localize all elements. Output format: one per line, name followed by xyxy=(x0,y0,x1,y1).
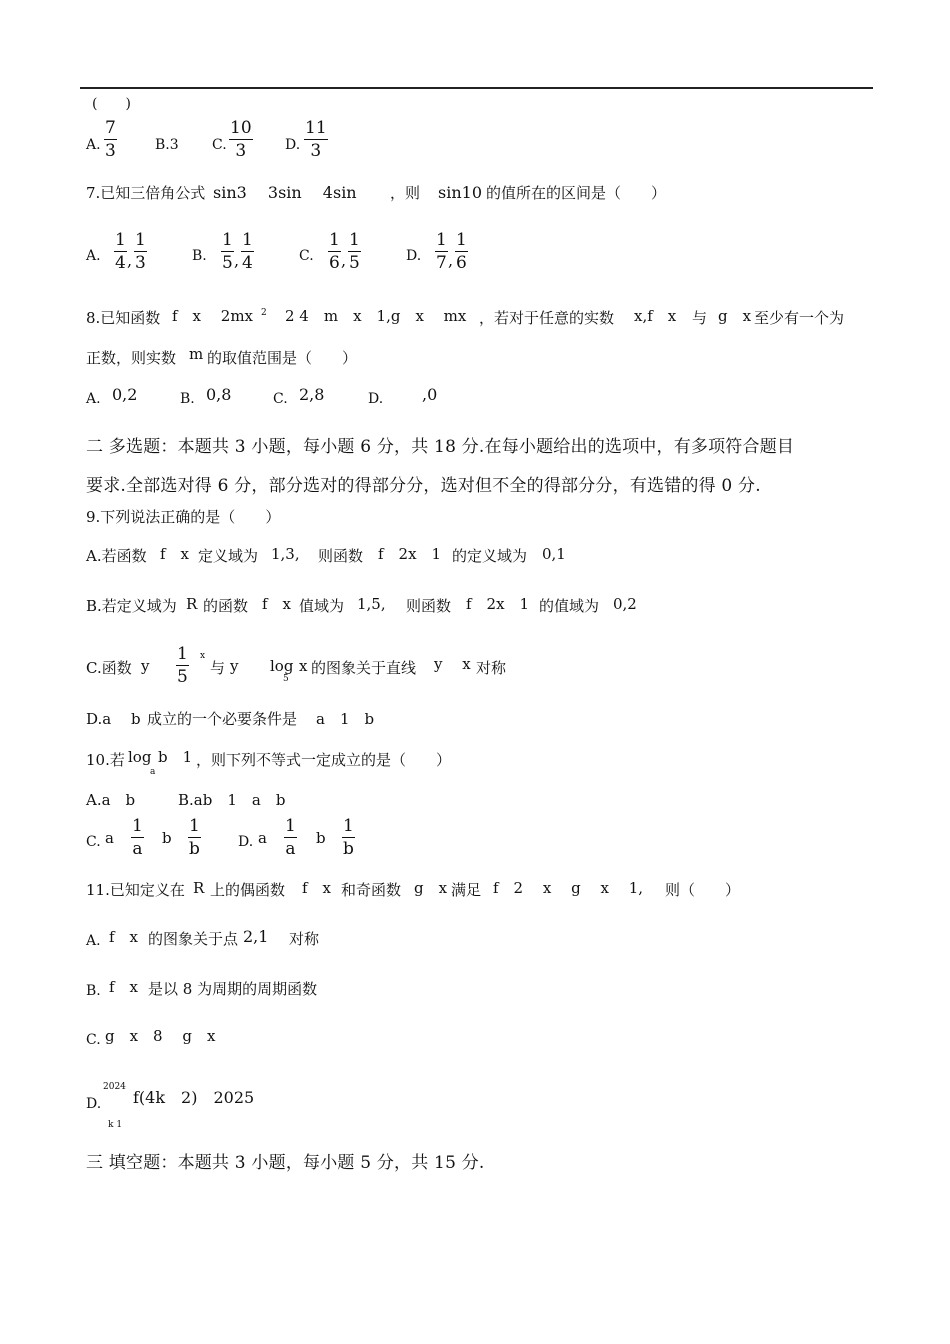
q9-c-sup: x xyxy=(200,651,206,661)
q7-opt-a-comma: , xyxy=(127,251,133,270)
q9-b-7: 则函数 xyxy=(406,597,452,615)
q9-c-log: log xyxy=(270,657,294,675)
q9-d-1: D.a b xyxy=(86,710,141,728)
q10-opt-c-label: C. xyxy=(86,834,101,850)
q6-opt-c-label: C. xyxy=(212,137,227,153)
q11-stem-i: 则（ ） xyxy=(665,881,741,899)
q8-stem-f: 至少有一个为 xyxy=(754,309,845,327)
q9-c-fraction: 1 5 xyxy=(177,644,188,687)
q9-b-10: 0,2 xyxy=(613,595,637,613)
q11-a-4: 2,1 xyxy=(243,927,269,946)
q10-opt-d-b: b xyxy=(316,829,326,847)
q10-opt-d-label: D. xyxy=(238,834,254,850)
q7-opt-d-frac1: 1 7 xyxy=(436,230,447,273)
q8-stem-a: 8.已知函数 xyxy=(86,309,161,327)
q8-opt-a: 0,2 xyxy=(112,385,138,404)
q9-b-3: 的函数 xyxy=(203,597,249,615)
q7-opt-a-frac1: 1 4 xyxy=(115,230,126,273)
q10-log-sub: a xyxy=(150,767,156,777)
q9-c-log-x: x xyxy=(299,657,308,675)
q9-c-4: y xyxy=(230,657,239,675)
q8-opt-b-label: B. xyxy=(180,391,195,407)
q11-stem-h: f 2 x g x 1, xyxy=(493,879,644,897)
q11-b-2: f x xyxy=(109,978,139,996)
q7-opt-b-label: B. xyxy=(192,248,207,264)
q7-stem-e: 的值所在的区间是（ ） xyxy=(486,184,667,202)
q7-opt-b-comma: , xyxy=(234,251,240,270)
q7-opt-c-frac1: 1 6 xyxy=(329,230,340,273)
q11-stem-e: 和奇函数 xyxy=(341,881,402,899)
q8-opt-c: 2,8 xyxy=(299,385,325,404)
section3-line: 三 填空题：本题共 3 小题，每小题 5 分，共 15 分. xyxy=(86,1153,485,1173)
q10-opt-c-frac2: 1 b xyxy=(188,816,200,859)
q9-a-1: A.若函数 xyxy=(86,547,147,565)
q7-opt-a-frac2: 1 3 xyxy=(135,230,146,273)
q8-f-sup: 2 xyxy=(261,308,267,318)
q11-stem-c: 上的偶函数 xyxy=(210,881,286,899)
q10-opt-b: B.ab 1 a b xyxy=(178,791,286,809)
q8-f-expr2: 2 4 m x 1,g x mx xyxy=(285,307,467,325)
q9-a-6: f 2x 1 xyxy=(378,545,442,563)
q9-c-log-sub: 5 xyxy=(283,674,289,684)
q9-b-9: 的值域为 xyxy=(539,597,600,615)
q10-stem-b: b 1 xyxy=(158,748,193,766)
q9-c-7: y x xyxy=(434,655,471,673)
q9-c-8: 对称 xyxy=(476,659,507,677)
q11-d-sup: 2024 xyxy=(103,1082,126,1092)
q11-d-sub: k 1 xyxy=(108,1120,123,1130)
section2-line2: 要求.全部选对得 6 分，部分选对的得部分分，选对但不全的得部分分，有选错的得 0 分. xyxy=(86,476,761,496)
q11-a-5: 对称 xyxy=(289,930,320,948)
q9-stem: 9.下列说法正确的是（ ） xyxy=(86,508,281,526)
q9-c-3: 与 xyxy=(210,659,226,677)
q9-a-2: f x xyxy=(160,545,190,563)
q10-stem-a: 10.若 xyxy=(86,751,125,769)
q6-opt-b: B.3 xyxy=(155,137,179,153)
q10-opt-c-frac1: 1 a xyxy=(132,816,143,859)
q8-f-expr: f x 2mx xyxy=(172,307,254,325)
q8-stem-d: 与 xyxy=(692,309,708,327)
q9-a-7: 的定义域为 xyxy=(452,547,528,565)
q7-opt-d-comma: , xyxy=(448,251,454,270)
q6-opt-a-label: A. xyxy=(86,137,101,153)
q10-stem-c: ，则下列不等式一定成立的是（ ） xyxy=(196,751,452,769)
q6-opt-d-label: D. xyxy=(285,137,301,153)
q6-paren: ( ) xyxy=(92,96,131,112)
q9-d-2: 成立的一个必要条件是 xyxy=(147,710,298,728)
q11-a-3: 的图象关于点 xyxy=(148,930,239,948)
q9-c-2: y xyxy=(141,657,150,675)
q10-opt-d-frac1: 1 a xyxy=(285,816,296,859)
q9-b-8: f 2x 1 xyxy=(466,595,530,613)
q11-stem-d: f x xyxy=(302,879,332,897)
q11-d-1: D. xyxy=(86,1096,102,1112)
q8-opt-a-label: A. xyxy=(86,391,101,407)
q11-b-1: B. xyxy=(86,983,101,999)
q7-stem-c: ，则 xyxy=(390,184,421,202)
q7-opt-d-label: D. xyxy=(406,248,422,264)
q11-b-3: 是以 8 为周期的周期函数 xyxy=(148,980,318,998)
q8-line2-a: 正数，则实数 xyxy=(86,349,177,367)
q10-opt-d-a: a xyxy=(258,829,267,847)
q6-opt-a-fraction: 7 3 xyxy=(105,118,116,161)
q10-opt-a: A.a b xyxy=(86,791,136,809)
q7-opt-d-frac2: 1 6 xyxy=(456,230,467,273)
q9-c-1: C.函数 xyxy=(86,659,132,677)
q11-stem-b: R xyxy=(193,879,205,897)
q11-c-2: g x 8 g x xyxy=(105,1027,216,1045)
q9-a-3: 定义域为 xyxy=(198,547,259,565)
q11-stem-g: 满足 xyxy=(451,881,482,899)
q9-a-4: 1,3, xyxy=(271,545,300,563)
q7-stem-a: 7.已知三倍角公式 xyxy=(86,184,206,202)
q8-opt-c-label: C. xyxy=(273,391,288,407)
q8-line2-b: 的取值范围是（ ） xyxy=(207,349,358,367)
q9-b-4: f x xyxy=(262,595,292,613)
q7-opt-b-frac1: 1 5 xyxy=(222,230,233,273)
q10-opt-c-a: a xyxy=(105,829,114,847)
q7-opt-b-frac2: 1 4 xyxy=(242,230,253,273)
section2-line1: 二 多选题：本题共 3 小题，每小题 6 分，共 18 分.在每小题给出的选项中，有多项符合题目 xyxy=(86,437,795,457)
q9-b-1: B.若定义域为 xyxy=(86,597,177,615)
q9-b-5: 值域为 xyxy=(299,597,345,615)
q9-a-5: 则函数 xyxy=(318,547,364,565)
q7-sin10: sin10 xyxy=(438,183,482,202)
q8-opt-d-label: D. xyxy=(368,391,384,407)
top-rule xyxy=(80,87,873,89)
q11-stem-a: 11.已知定义在 xyxy=(86,881,185,899)
q6-opt-d-fraction: 11 3 xyxy=(305,118,327,161)
q9-a-8: 0,1 xyxy=(542,545,566,563)
q9-d-3: a 1 b xyxy=(316,710,375,728)
q8-stem-e: g x xyxy=(718,307,752,325)
q6-opt-c-fraction: 10 3 xyxy=(230,118,252,161)
q7-opt-c-frac2: 1 5 xyxy=(349,230,360,273)
q9-c-6: 的图象关于直线 xyxy=(311,659,417,677)
q9-b-6: 1,5, xyxy=(357,595,386,613)
q11-d-expr: f(4k 2) 2025 xyxy=(133,1088,255,1107)
q7-opt-c-label: C. xyxy=(299,248,314,264)
q11-stem-f: g x xyxy=(414,879,448,897)
q8-opt-d: ,0 xyxy=(422,385,438,404)
q8-stem-b: ，若对于任意的实数 xyxy=(479,309,615,327)
q10-opt-d-frac2: 1 b xyxy=(342,816,354,859)
q11-a-2: f x xyxy=(109,928,139,946)
q8-line2-m: m xyxy=(189,345,204,363)
q11-c-1: C. xyxy=(86,1032,101,1048)
q7-formula: sin3 3sin 4sin xyxy=(213,183,357,202)
q10-log: log xyxy=(128,748,152,766)
q9-b-2: R xyxy=(186,595,198,613)
q7-opt-c-comma: , xyxy=(341,251,347,270)
q11-a-1: A. xyxy=(86,933,101,949)
q7-opt-a-label: A. xyxy=(86,248,101,264)
q8-opt-b: 0,8 xyxy=(206,385,232,404)
q8-stem-c: x,f x xyxy=(634,307,677,325)
q10-opt-c-b: b xyxy=(162,829,172,847)
